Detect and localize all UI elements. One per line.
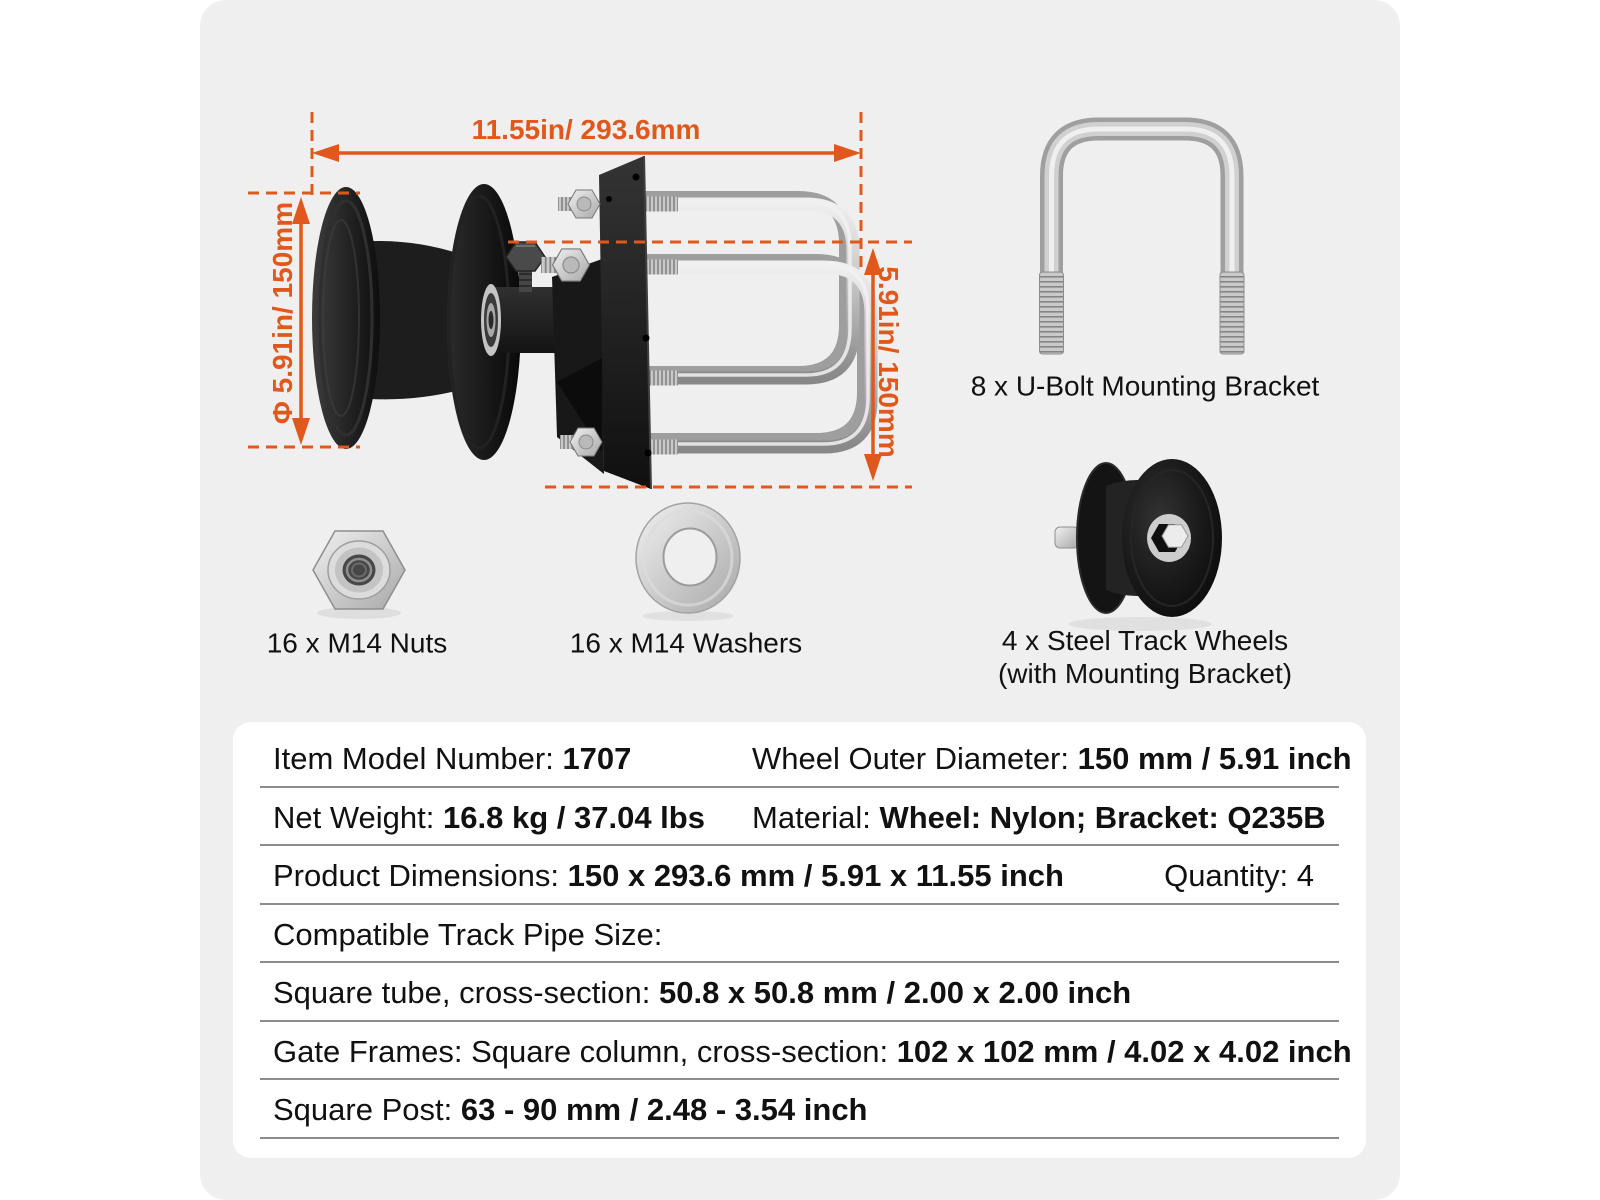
track-wheel-assembly-image	[312, 156, 871, 489]
dim-diameter-label: Φ 5.91in/ 150mm	[267, 201, 298, 425]
spec-row-model	[260, 729, 1352, 788]
spec-value: 1707	[562, 741, 632, 777]
spec-cell	[752, 800, 1326, 836]
spec-row-weight	[260, 788, 1339, 847]
spec-cell	[273, 800, 705, 836]
spec-label: Material:	[752, 799, 880, 835]
spec-label: Product Dimensions:	[273, 858, 568, 894]
wheels-count-line2: (with Mounting Bracket)	[997, 658, 1293, 689]
spec-value: 102 x 102 mm / 4.02 x 4.02 inch	[896, 1033, 1352, 1069]
spec-label: Item Model Number:	[273, 741, 563, 777]
nut-image	[313, 531, 405, 619]
spec-cell	[273, 975, 1131, 1011]
wheels-count-line1: 4 x Steel Track Wheels	[1001, 625, 1289, 656]
nuts-count-label: 16 x M14 Nuts	[266, 627, 448, 659]
u-bolt-count-label: 8 x U-Bolt Mounting Bracket	[970, 370, 1320, 402]
spec-label: Quantity: 4	[1164, 858, 1314, 894]
spec-table	[233, 722, 1366, 1158]
spec-row-gate-frames	[260, 1022, 1352, 1081]
spec-cell	[273, 917, 662, 953]
spec-label: Square Post:	[273, 1092, 461, 1128]
spec-label: Square tube, cross-section:	[273, 975, 659, 1011]
spec-value: 150 mm / 5.91 inch	[1077, 741, 1352, 777]
spec-value: 16.8 kg / 37.04 lbs	[443, 799, 705, 835]
spec-value: 50.8 x 50.8 mm / 2.00 x 2.00 inch	[658, 975, 1132, 1011]
spec-label: Gate Frames: Square column, cross-section:	[273, 1033, 897, 1069]
dim-height-label: 5.91in/ 150mm	[873, 266, 904, 458]
spec-row-track-pipe-size	[260, 905, 1339, 964]
spec-label: Wheel Outer Diameter:	[752, 741, 1078, 777]
spec-cell	[273, 741, 631, 777]
washers-count-label: 16 x M14 Washers	[569, 627, 803, 659]
spec-cell	[752, 741, 1352, 777]
spec-cell	[273, 1092, 868, 1128]
spec-label: Compatible Track Pipe Size:	[273, 916, 663, 952]
spec-cell-quantity	[1164, 858, 1314, 894]
spec-row-dimensions	[260, 846, 1339, 905]
dim-width-label: 11.55in/ 293.6mm	[471, 114, 701, 145]
spec-row-square-post	[260, 1080, 1339, 1139]
spec-value: 150 x 293.6 mm / 5.91 x 11.55 inch	[567, 858, 1064, 894]
spec-value: Wheel: Nylon; Bracket: Q235B	[879, 799, 1326, 835]
washer-image	[636, 503, 740, 621]
spec-value: 63 - 90 mm / 2.48 - 3.54 inch	[460, 1092, 868, 1128]
spec-label: Net Weight:	[273, 799, 444, 835]
track-wheel-image	[1055, 459, 1222, 631]
spec-cell	[273, 1034, 1352, 1070]
spec-cell	[273, 858, 1064, 894]
wheels-count-label	[998, 624, 1292, 690]
spec-row-square-tube	[260, 963, 1339, 1022]
u-bolt-image	[1040, 129, 1245, 354]
infographic-panel	[200, 0, 1400, 1200]
